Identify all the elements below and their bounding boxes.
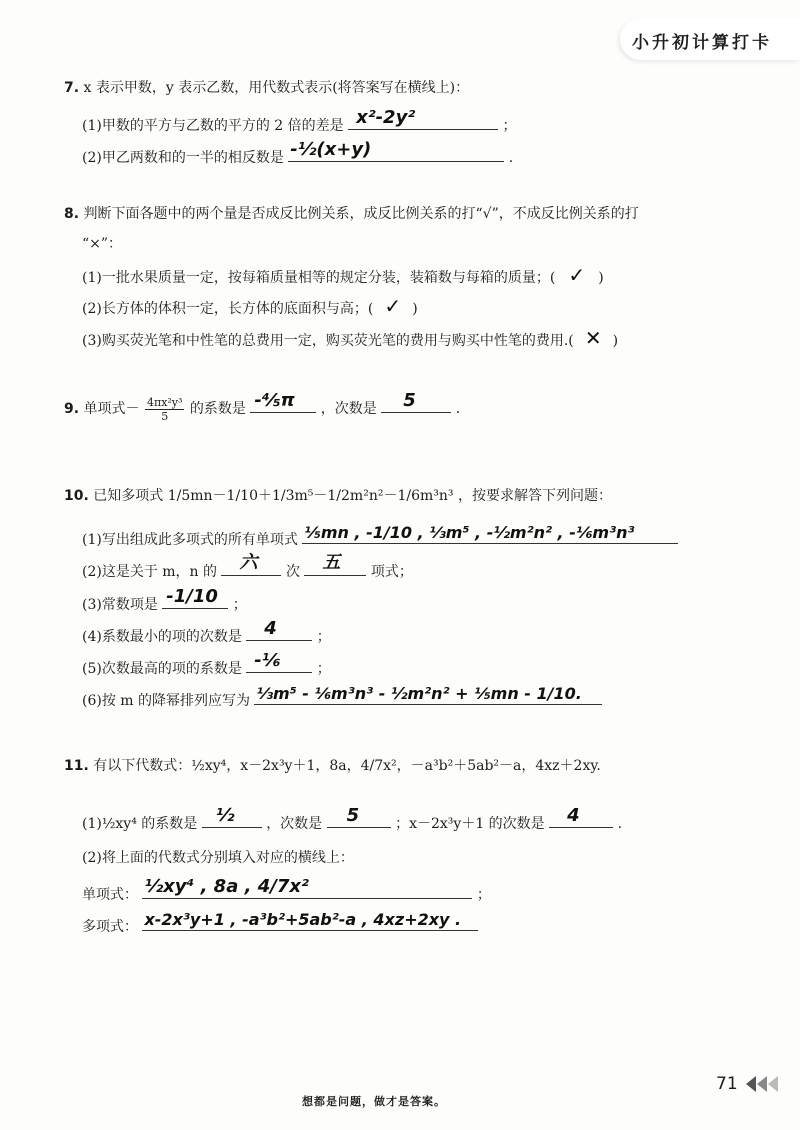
q11-part1-blank1 bbox=[202, 807, 262, 828]
q10-number: 10. bbox=[64, 488, 89, 504]
q9-degree-answer: 5 bbox=[403, 390, 416, 411]
q7-part2-end: . bbox=[508, 150, 514, 166]
q7-part2-answer: -½(x+y) bbox=[290, 139, 372, 160]
q11-prompt bbox=[64, 755, 601, 775]
q10-polynomial: 1/5mn－1/10＋1/3m⁵－1/2m²n²－1/6m³n³ bbox=[167, 488, 454, 504]
q9-fraction-denominator: 5 bbox=[161, 409, 169, 423]
q11-monomials-answer: ½xy⁴ , 8a , 4/7x² bbox=[144, 876, 309, 897]
q11-part1-blank2 bbox=[327, 807, 391, 828]
q9-text-d: . bbox=[455, 401, 461, 417]
q7-part2 bbox=[82, 141, 513, 167]
q8-part3-end: ) bbox=[612, 333, 619, 349]
q11-part1-answer1: ½ bbox=[215, 805, 235, 826]
q11-polynomials-label: 多项式： bbox=[82, 919, 138, 935]
q10-part5-answer: -⅙ bbox=[254, 650, 281, 671]
q7-prompt bbox=[64, 77, 469, 97]
q9-coef-blank bbox=[250, 392, 316, 413]
q8-part3 bbox=[82, 326, 618, 350]
q11-polynomials-blank bbox=[142, 910, 478, 931]
q10-part3 bbox=[82, 588, 247, 614]
q10-part6-blank bbox=[254, 684, 602, 705]
q8-prompt-line2: “×”： bbox=[82, 236, 123, 252]
q11-part1-text-a: (1)½xy⁴ 的系数是 bbox=[82, 816, 198, 832]
q11-part1-text-c: ；x－2x³y＋1 的次数是 bbox=[395, 816, 545, 832]
q11-part1-answer2: 5 bbox=[346, 805, 360, 826]
q11-polynomials-answer: x-2x³y+1 , -a³b²+5ab²-a , 4xz+2xy . bbox=[144, 910, 462, 929]
q8-number: 8. bbox=[64, 206, 80, 222]
q7-part1-text: (1)甲数的平方与乙数的平方的 2 倍的差是 bbox=[82, 118, 344, 134]
q11-number: 11. bbox=[64, 758, 89, 774]
q10-part3-end: ； bbox=[232, 597, 247, 613]
q11-part1-text-b: ，次数是 bbox=[266, 816, 323, 832]
q11-polynomials bbox=[82, 910, 478, 936]
q7-part1 bbox=[82, 109, 517, 135]
q7-number: 7. bbox=[64, 80, 80, 96]
q10-part1-text: (1)写出组成此多项式的所有单项式 bbox=[82, 532, 298, 548]
q7-part2-blank bbox=[288, 141, 504, 162]
q10-part3-blank bbox=[162, 588, 228, 609]
q10-part3-answer: -1/10 bbox=[166, 586, 218, 607]
q10-part1-answer: ⅕mn , -1/10 , ⅓m⁵ , -½m²n² , -⅙m³n³ bbox=[304, 523, 635, 542]
q9-text-b: 的系数是 bbox=[189, 401, 246, 417]
q10-part2-answer1: 六 bbox=[239, 552, 258, 573]
q10-part2-text-c: 项式； bbox=[370, 564, 413, 580]
q11-part1-blank3 bbox=[549, 807, 613, 828]
q10-part2-answer2: 五 bbox=[322, 552, 341, 573]
q7-part2-text: (2)甲乙两数和的一半的相反数是 bbox=[82, 150, 284, 166]
q8-part2-text: (2)长方体的体积一定，长方体的底面积与高；( bbox=[82, 301, 374, 317]
q10-part4-text: (4)系数最小的项的次数是 bbox=[82, 629, 242, 645]
q10-prompt-a: 已知多项式 bbox=[93, 488, 164, 504]
q8-part3-mark: ✕ bbox=[584, 326, 602, 350]
q10-part4-answer: 4 bbox=[264, 618, 277, 639]
q8-part2-end: ) bbox=[412, 301, 418, 317]
q11-part1-answer3: 4 bbox=[567, 805, 580, 826]
q7-prompt-text: x 表示甲数，y 表示乙数，用代数式表示(将答案写在横线上)： bbox=[83, 80, 470, 96]
q8-part1-text: (1)一批水果质量一定，按每箱质量相等的规定分装，装箱数与每箱的质量；( bbox=[82, 270, 556, 286]
double-chevron-left-icon bbox=[744, 1073, 784, 1095]
q11-part2: (2)将上面的代数式分别填入对应的横线上： bbox=[82, 850, 354, 866]
q9-number: 9. bbox=[64, 401, 80, 417]
q11-monomials-label: 单项式： bbox=[82, 887, 138, 903]
q8-part2 bbox=[82, 294, 418, 318]
footer-motto: 想都是问题，做才是答案。 bbox=[302, 1095, 446, 1108]
q7-part1-answer: x²-2y² bbox=[356, 107, 416, 128]
header-title: 小升初计算打卡 bbox=[632, 33, 772, 53]
q10-part6-answer: ⅓m⁵ - ⅙m³n³ - ½m²n² + ⅕mn - 1/10. bbox=[256, 684, 582, 703]
q7-part1-end: ； bbox=[502, 118, 517, 134]
q10-part3-text: (3)常数项是 bbox=[82, 597, 158, 613]
q10-part2 bbox=[82, 552, 413, 581]
q10-part5 bbox=[82, 652, 331, 678]
q9-fraction-numerator: 4πx²y³ bbox=[146, 395, 183, 409]
q10-part4-end: ； bbox=[316, 629, 331, 645]
q9-coef-answer: -⅘π bbox=[254, 390, 295, 411]
q9-fraction bbox=[145, 396, 184, 423]
q10-part1-blank bbox=[302, 523, 678, 544]
q11-monomials-blank bbox=[142, 878, 472, 899]
q9-text-a: 单项式－ bbox=[83, 401, 140, 417]
q10-part6 bbox=[82, 684, 602, 710]
q10-prompt-b: ，按要求解答下列问题： bbox=[457, 488, 612, 504]
q10-part5-end: ； bbox=[316, 661, 331, 677]
q10-part2-blank2 bbox=[304, 552, 366, 576]
q8-prompt-text: 判断下面各题中的两个量是否成反比例关系，成反比例关系的打“√”，不成反比例关系的打 bbox=[83, 206, 639, 222]
q10-part2-text-b: 次 bbox=[285, 564, 300, 580]
q10-part1 bbox=[82, 523, 678, 549]
q8-part1-mark: ✓ bbox=[568, 263, 586, 287]
q11-monomials bbox=[82, 878, 491, 904]
q10-part2-text-a: (2)这是关于 m，n 的 bbox=[82, 564, 218, 580]
q11-part1-end: . bbox=[617, 816, 623, 832]
q10-part5-text: (5)次数最高的项的系数是 bbox=[82, 661, 242, 677]
q10-part4 bbox=[82, 620, 331, 646]
q9-line bbox=[64, 392, 460, 423]
q8-part3-text: (3)购买荧光笔和中性笔的总费用一定，购买荧光笔的费用与购买中性笔的费用.( bbox=[82, 333, 574, 349]
q11-part1 bbox=[82, 807, 622, 833]
q8-part1-end: ) bbox=[598, 270, 604, 286]
q8-part2-mark: ✓ bbox=[384, 294, 402, 318]
q11-prompt-text: 有以下代数式：½xy⁴，x－2x³y＋1，8a，4/7x²，－a³b²＋5ab²－a，4xz＋2xy. bbox=[93, 758, 601, 774]
q10-prompt bbox=[64, 485, 612, 505]
q11-monomials-end: ； bbox=[476, 887, 491, 903]
q9-degree-blank bbox=[381, 392, 451, 413]
q10-part6-text: (6)按 m 的降幂排列应写为 bbox=[82, 693, 251, 709]
q10-part2-blank1 bbox=[221, 552, 281, 576]
page-number: 71 bbox=[716, 1074, 738, 1094]
q9-text-c: ，次数是 bbox=[320, 401, 377, 417]
q10-part4-blank bbox=[246, 620, 312, 641]
q7-part1-blank bbox=[348, 109, 498, 130]
q8-prompt bbox=[64, 203, 639, 223]
q8-part1 bbox=[82, 263, 604, 287]
q10-part5-blank bbox=[246, 652, 312, 673]
